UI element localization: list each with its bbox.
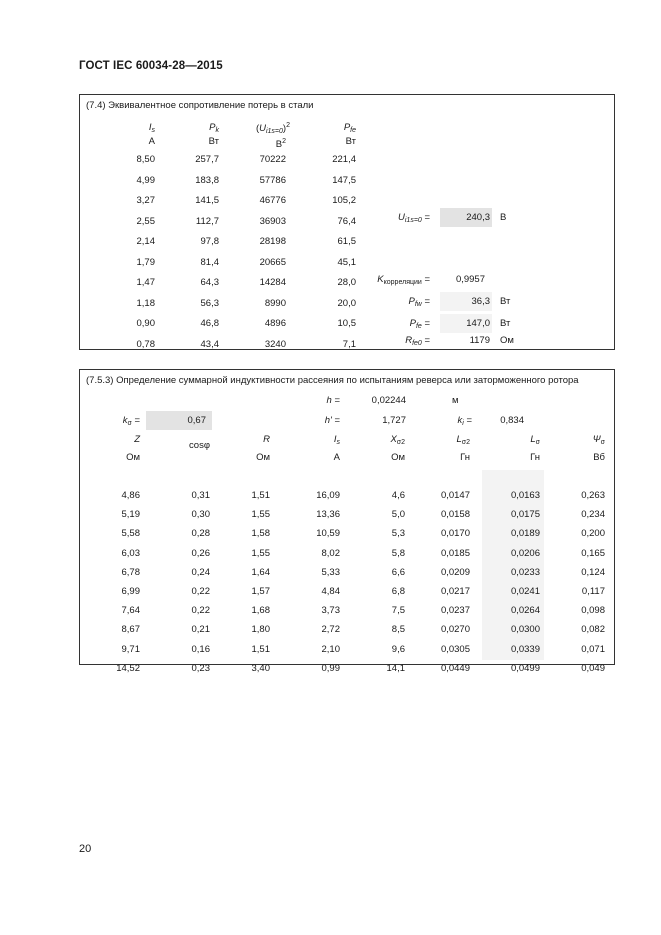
unit-z: Ом <box>126 452 140 463</box>
table-cell: 57786 <box>259 174 286 186</box>
table-cell: 2,55 <box>136 215 155 227</box>
table-cell: 221,4 <box>332 154 356 165</box>
table-cell: 76,4 <box>337 215 356 227</box>
table-cell: 20665 <box>259 256 286 268</box>
table-cell: 6,8 <box>391 586 405 597</box>
table-cell: 147,5 <box>332 174 356 186</box>
k-correlation-label: $K_{корреляции}$ = <box>377 274 430 286</box>
table-cell: 6,6 <box>391 566 405 578</box>
table-cell: 28,0 <box>337 277 356 288</box>
table-cell: 5,58 <box>121 528 140 540</box>
table-cell: 3,73 <box>321 605 340 617</box>
table-cell: 1,47 <box>136 277 155 288</box>
table-cell: 0,21 <box>191 624 210 636</box>
table-cell: 4,86 <box>121 490 140 501</box>
ki-label: $k_i$ = <box>457 415 472 427</box>
table-cell: 0,0339 <box>510 643 540 655</box>
table-cell: 0,0237 <box>440 605 470 617</box>
table-cell: 0,0449 <box>440 662 470 674</box>
unit-pk: Вт <box>208 136 219 147</box>
unit-pfe: Вт <box>345 136 356 147</box>
table-cell: 5,19 <box>121 509 140 521</box>
table-cell: 10,59 <box>316 528 340 540</box>
table-cell: 0,0189 <box>510 528 540 540</box>
table-cell: 1,79 <box>136 256 155 268</box>
table-cell: 5,0 <box>391 509 405 521</box>
leakage-inductance-table <box>79 369 615 674</box>
table-cell: 3,40 <box>251 662 270 674</box>
table-cell: 6,78 <box>121 566 140 578</box>
table-cell: 0,78 <box>136 338 155 350</box>
table-cell: 0,082 <box>581 624 605 636</box>
section-title: (7.4) Эквивалентное сопротивление потерь в стали <box>86 100 314 111</box>
table-cell: 1,55 <box>251 509 270 521</box>
table-cell: 112,7 <box>195 215 219 227</box>
table-cell: 0,234 <box>581 509 605 521</box>
table-cell: 56,3 <box>200 297 219 309</box>
table-cell: 2,10 <box>321 643 340 655</box>
table-cell: 0,24 <box>191 566 210 578</box>
table-cell: 10,5 <box>337 318 356 329</box>
col-header-is: $I_s$ <box>148 122 155 134</box>
unit-u: $В^2$ <box>275 138 286 150</box>
h-value: 0,02244 <box>371 395 406 406</box>
table-cell: 0,0147 <box>440 490 470 501</box>
table-cell: 7,64 <box>121 605 140 617</box>
table-cell: 0,0264 <box>510 605 540 617</box>
table-cell: 1,51 <box>251 490 270 501</box>
table-cell: 0,263 <box>581 490 605 501</box>
table-cell: 0,99 <box>321 662 340 674</box>
table-cell: 105,2 <box>332 195 356 206</box>
table-cell: 0,90 <box>136 318 155 329</box>
h-unit: м <box>452 395 459 406</box>
table-cell: 7,1 <box>342 338 356 350</box>
table-cell: 2,14 <box>136 236 155 247</box>
table-cell: 8,5 <box>391 624 405 636</box>
table-cell: 46776 <box>259 195 286 206</box>
table-cell: 4,84 <box>321 586 340 597</box>
document-header: ГОСТ IEC 60034-28—2015 <box>79 60 223 72</box>
pfw-label: $P_{fw}$ = <box>408 296 430 308</box>
table-cell: 0,23 <box>191 662 210 674</box>
table-cell: 257,7 <box>195 154 219 165</box>
table-cell: 0,0175 <box>510 509 540 521</box>
unit-is: А <box>148 136 155 147</box>
unit-r: Ом <box>256 452 270 463</box>
table-cell: 46,8 <box>200 318 219 329</box>
pfw-value: 36,3 <box>471 296 490 307</box>
col-header-l: $L_\sigma$ <box>530 434 540 446</box>
table-cell: 4,99 <box>136 174 155 186</box>
table-cell: 0,0206 <box>510 547 540 559</box>
table-cell: 20,0 <box>337 297 356 309</box>
table-cell: 5,3 <box>391 528 405 540</box>
pfw-unit: Вт <box>500 296 511 307</box>
table-cell: 1,80 <box>251 624 270 636</box>
table-cell: 0,0185 <box>440 547 470 559</box>
u-label: $U_{i1s=0}$ = <box>398 212 430 224</box>
k-sigma-label: $k_\sigma$ = <box>122 415 140 427</box>
table-cell: 0,16 <box>191 643 210 655</box>
table-cell: 8,50 <box>136 154 155 165</box>
unit-psi: Вб <box>593 452 605 463</box>
table-cell: 9,71 <box>121 643 140 655</box>
table-cell: 0,0163 <box>510 490 540 501</box>
col-header-psi: $\Psi_\sigma$ <box>592 434 605 446</box>
table-cell: 1,51 <box>251 643 270 655</box>
table-cell: 4,6 <box>391 490 405 501</box>
table-cell: 183,8 <box>195 174 219 186</box>
table-cell: 0,0270 <box>440 624 470 636</box>
table-cell: 97,8 <box>200 236 219 247</box>
table-cell: 8990 <box>264 297 286 309</box>
table-cell: 0,0233 <box>510 566 540 578</box>
table-cell: 9,6 <box>391 643 405 655</box>
table-cell: 0,26 <box>191 547 210 559</box>
h-prime-label: h' = <box>324 415 340 426</box>
table-cell: 1,18 <box>136 297 155 309</box>
table-cell: 1,68 <box>251 605 270 617</box>
table-cell: 2,72 <box>321 624 340 636</box>
table-cell: 43,4 <box>200 338 219 350</box>
table-cell: 0,0499 <box>510 662 540 674</box>
table-cell: 28198 <box>259 236 286 247</box>
pfe-value: 147,0 <box>466 318 490 329</box>
unit-l: Гн <box>530 452 540 463</box>
h-prime-value: 1,727 <box>382 415 406 426</box>
table-cell: 8,02 <box>321 547 340 559</box>
k-sigma-value: 0,67 <box>187 415 206 426</box>
table-cell: 0,165 <box>581 547 605 559</box>
rfe-unit: Ом <box>500 335 514 346</box>
table-cell: 0,124 <box>581 566 605 578</box>
table-cell: 61,5 <box>337 236 356 247</box>
table-cell: 1,55 <box>251 547 270 559</box>
table-cell: 0,0305 <box>440 643 470 655</box>
table-cell: 1,58 <box>251 528 270 540</box>
table-cell: 0,071 <box>581 643 605 655</box>
table-cell: 3240 <box>264 338 286 350</box>
table-cell: 14,1 <box>386 662 405 674</box>
table-cell: 0,117 <box>581 586 605 597</box>
table-cell: 0,0209 <box>440 566 470 578</box>
rfe-value: 1179 <box>469 335 490 346</box>
k-correlation-value: 0,9957 <box>455 274 485 285</box>
table-cell: 1,64 <box>251 566 270 578</box>
table-cell: 8,67 <box>121 624 140 636</box>
table-cell: 4896 <box>264 318 286 329</box>
table-cell: 0,28 <box>191 528 210 540</box>
table-cell: 0,200 <box>581 528 605 540</box>
col-header-z: Z <box>134 434 140 445</box>
u-value: 240,3 <box>466 212 490 223</box>
unit-l2: Гн <box>460 452 470 463</box>
table-cell: 0,30 <box>191 509 210 521</box>
pfe-unit: Вт <box>500 318 511 329</box>
col-header-is: $I_s$ <box>333 434 340 446</box>
table-cell: 6,03 <box>121 547 140 559</box>
table-cell: 7,5 <box>391 605 405 617</box>
table-cell: 141,5 <box>195 195 219 206</box>
page-number: 20 <box>79 843 92 855</box>
table-cell: 14,52 <box>116 662 140 674</box>
col-header-pk: $P_k$ <box>209 122 219 134</box>
col-header-pfe: $P_{fe}$ <box>343 122 356 134</box>
h-label: h = <box>326 395 340 406</box>
table-cell: 0,22 <box>191 586 210 597</box>
table-cell: 36903 <box>259 215 286 227</box>
table-cell: 3,27 <box>136 195 155 206</box>
table-cell: 81,4 <box>200 256 219 268</box>
unit-x: Ом <box>391 452 405 463</box>
col-header-u: $(U_{i1s=0})^2$ <box>255 122 290 135</box>
rfe-label: $R_{fe0}$ = <box>405 335 430 347</box>
table-cell: 6,99 <box>121 586 140 597</box>
table-cell: 64,3 <box>200 277 219 288</box>
table-cell: 0,31 <box>191 490 210 501</box>
iron-loss-resistance-table <box>79 94 615 350</box>
col-header-l2: $L_{\sigma 2}$ <box>456 434 470 446</box>
table-cell: 5,8 <box>391 547 405 559</box>
col-header-cos: cosφ <box>189 440 210 451</box>
col-header-r: R <box>263 434 270 445</box>
table-cell: 0,0300 <box>510 624 540 636</box>
section-title: (7.5.3) Определение суммарной индуктивности рассеяния по испытаниям реверса или заторможенного ротора <box>86 375 579 386</box>
pfe-label: $P_{fe}$ = <box>409 318 430 330</box>
table-cell: 0,0241 <box>510 586 540 597</box>
u-unit: В <box>500 212 507 223</box>
table-cell: 0,0158 <box>440 509 470 521</box>
table-cell: 13,36 <box>316 509 340 521</box>
table-cell: 16,09 <box>316 490 340 501</box>
table-cell: 0,0170 <box>440 528 470 540</box>
table-cell: 5,33 <box>321 566 340 578</box>
table-cell: 0,049 <box>581 662 605 674</box>
table-cell: 0,098 <box>581 605 605 617</box>
table-cell: 0,0217 <box>440 586 470 597</box>
col-header-x: $X_{\sigma 2}$ <box>390 434 405 446</box>
table-cell: 0,22 <box>191 605 210 617</box>
ki-value: 0,834 <box>500 415 524 426</box>
unit-is: А <box>333 452 340 463</box>
table-cell: 70222 <box>259 154 286 165</box>
table-cell: 45,1 <box>337 256 356 268</box>
table-cell: 14284 <box>259 277 286 288</box>
table-cell: 1,57 <box>251 586 270 597</box>
